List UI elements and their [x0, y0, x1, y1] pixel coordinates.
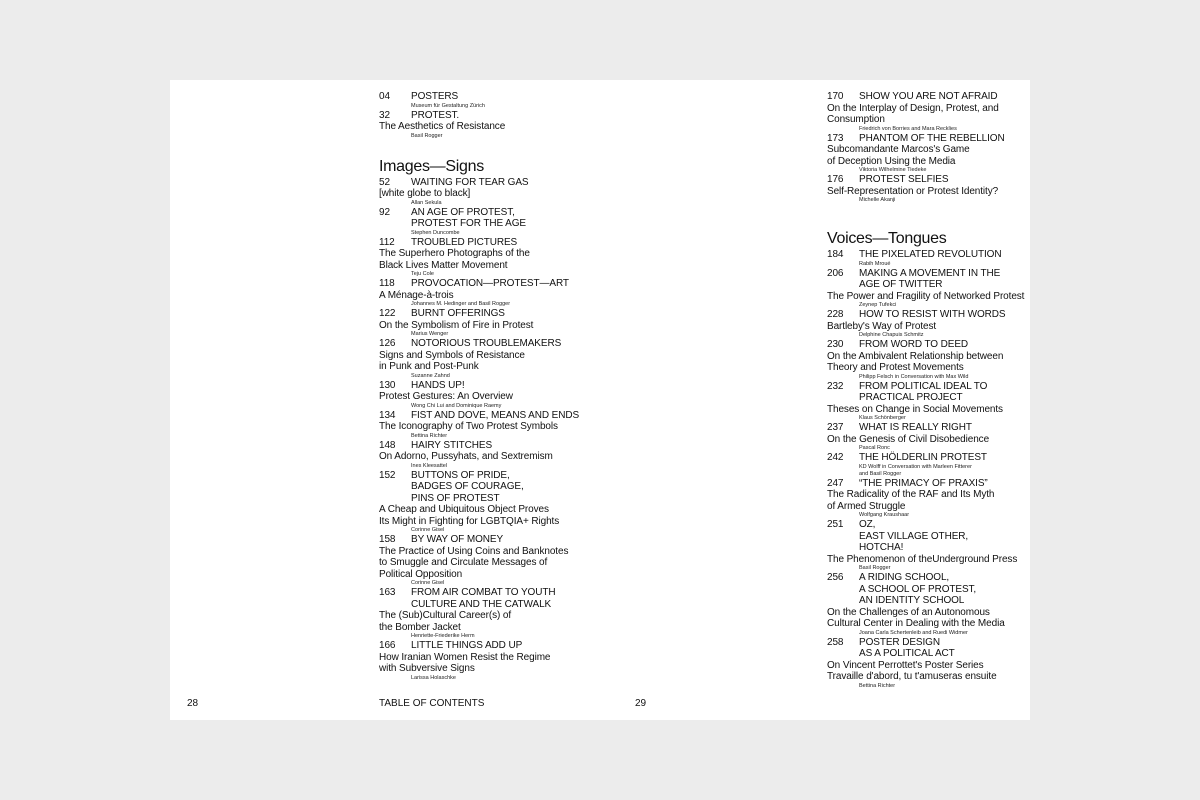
toc-entry-author: Henriette-Friederike Herm: [411, 633, 475, 639]
toc-entry-title: PROTEST SELFIES: [859, 174, 949, 185]
toc-entry-subtitle: On the Interplay of Design, Protest, and Consumption: [827, 102, 999, 125]
toc-page-number: 112: [379, 236, 395, 248]
toc-entry-heading: [827, 133, 1067, 145]
toc-entry-title: POSTER DESIGN AS A POLITICAL ACT: [859, 636, 955, 659]
toc-entry-heading: [827, 91, 1067, 103]
toc-entry-title: A RIDING SCHOOL, A SCHOOL OF PROTEST, AN IDENTITY SCHOOL: [859, 572, 977, 606]
toc-entry-title: BURNT OFFERINGS: [411, 308, 505, 319]
toc-entry-subtitle: A Ménage-à-trois: [379, 289, 454, 301]
toc-entry-heading: [827, 249, 1067, 261]
toc-page-number: 122: [379, 308, 396, 319]
section-title: Images—Signs: [379, 157, 484, 175]
toc-entry: [827, 572, 1067, 637]
toc-entry-heading: [379, 534, 619, 546]
toc-entry-heading: [379, 308, 619, 320]
toc-page-number: 126: [379, 338, 396, 349]
toc-page-number: 251: [827, 519, 844, 530]
toc-entry: [379, 110, 619, 140]
toc-entry-heading: [379, 237, 619, 249]
toc-entry: [379, 587, 619, 640]
toc-entry-title: TROUBLED PICTURES: [411, 236, 518, 248]
toc-column-left: [379, 91, 619, 682]
toc-entry: [827, 422, 1067, 452]
toc-entry: [827, 478, 1067, 520]
toc-entry-heading: [827, 478, 1067, 490]
toc-entry-title: HOW TO RESIST WITH WORDS: [859, 309, 1006, 320]
toc-entry-subtitle: The Phenomenon of theUnderground Press: [827, 553, 1018, 565]
toc-entry-subtitle: [white globe to black]: [379, 188, 471, 199]
toc-entry-title: BY WAY OF MONEY: [411, 534, 504, 545]
toc-entry-author: Marius Wenger: [411, 331, 449, 337]
toc-entry-subtitle: The (Sub)Cultural Career(s) of the Bomber Jacket: [379, 610, 512, 633]
toc-entry-author: Bettina Richter: [859, 682, 896, 689]
toc-page-number: 176: [827, 174, 844, 185]
toc-entry-heading: [379, 440, 619, 452]
toc-entry-author: Johannes M. Hedinger and Basil Rogger: [411, 301, 511, 307]
toc-entry-title: POSTERS: [411, 91, 459, 102]
toc-entry-subtitle: Protest Gestures: An Overview: [379, 391, 513, 402]
toc-entry-subtitle: The Superhero Photographs of the Black Lives Matter Movement: [379, 248, 530, 271]
toc-entry-title: PROVOCATION—PROTEST—ART: [411, 278, 569, 289]
toc-entry: [379, 380, 619, 410]
toc-entry: [379, 177, 619, 207]
toc-entry: [827, 339, 1067, 381]
toc-page-number: 134: [379, 409, 396, 421]
toc-page-number: 04: [379, 91, 390, 102]
toc-entry-subtitle: The Radicality of the RAF and Its Myth of Armed Struggle: [827, 489, 995, 512]
toc-entry: [827, 268, 1067, 310]
toc-page-number: 230: [827, 339, 844, 350]
toc-entry-heading: [827, 637, 1067, 660]
toc-entry-author: Joana Carla Schertenleib and Ruedi Widmer: [859, 629, 968, 636]
toc-entry-heading: [379, 410, 619, 422]
toc-entry-subtitle: Self-Representation or Protest Identity?: [827, 185, 999, 197]
toc-entry-heading: [827, 381, 1067, 404]
toc-entry-author: Museum für Gestaltung Zürich: [411, 102, 485, 109]
toc-entry: [379, 410, 619, 440]
toc-page-number: 247: [827, 477, 844, 489]
toc-entry-heading: [379, 110, 619, 122]
toc-entry-title: BUTTONS OF PRIDE, BADGES OF COURAGE, PINS OF PROTEST: [411, 469, 524, 504]
toc-entry-subtitle: The Aesthetics of Resistance: [379, 121, 506, 132]
toc-entry-author: Wolfgang Kraushaar: [859, 512, 910, 518]
toc-entry-author: Teju Cole: [411, 271, 434, 277]
toc-entry-heading: [379, 338, 619, 350]
toc-entry-author: Michelle Akanji: [859, 197, 896, 203]
toc-entry-heading: [827, 309, 1067, 321]
toc-entry-author: Basil Rogger: [411, 132, 443, 139]
toc-entry-title: WHAT IS REALLY RIGHT: [859, 422, 972, 433]
toc-entry-title: OZ, EAST VILLAGE OTHER, HOTCHA!: [859, 519, 969, 553]
toc-page-number: 130: [379, 379, 396, 391]
toc-entry-subtitle: On the Genesis of Civil Disobedience: [827, 433, 990, 445]
toc-page-number: 206: [827, 267, 844, 279]
toc-entry-heading: [379, 207, 619, 230]
toc-entry-title: AN AGE OF PROTEST, PROTEST FOR THE AGE: [411, 206, 526, 229]
toc-entry: [827, 133, 1067, 175]
toc-entry: [379, 91, 619, 110]
toc-entry-title: “THE PRIMACY OF PRAXIS”: [859, 477, 988, 489]
toc-entry-heading: [827, 452, 1067, 464]
toc-entry-subtitle: Signs and Symbols of Resistance in Punk and Post-Punk: [379, 349, 525, 372]
toc-column-right: [827, 91, 1067, 690]
toc-entry-subtitle: How Iranian Women Resist the Regime with Subversive Signs: [379, 651, 551, 674]
toc-entry-author: Corinne Gisel: [411, 580, 445, 586]
toc-entry-title: PROTEST.: [411, 109, 460, 121]
toc-entry: [827, 249, 1067, 268]
toc-page-number: 173: [827, 132, 844, 144]
toc-page-number: 232: [827, 380, 844, 392]
toc-entry-author: Friedrich von Borries and Mara Recklies: [859, 125, 957, 132]
toc-entry-heading: [379, 470, 619, 505]
toc-entry: [827, 174, 1067, 204]
toc-page-number: 148: [379, 439, 396, 451]
toc-page-number: 52: [379, 176, 390, 188]
toc-entry-author: Basil Rogger: [859, 565, 891, 571]
toc-entry-title: FROM AIR COMBAT TO YOUTH CULTURE AND THE CATWALK: [411, 587, 556, 610]
toc-entry: [827, 519, 1067, 572]
toc-entry: [827, 309, 1067, 339]
toc-entry-subtitle: On Vincent Perrottet's Poster Series Travaille d'abord, tu t'amuseras ensuite: [827, 659, 997, 682]
toc-entry-heading: [379, 278, 619, 290]
toc-page-number: 258: [827, 636, 844, 648]
toc-entry-author: Klaus Schönberger: [859, 415, 906, 421]
toc-entry-author: Pascal Ronc: [859, 445, 890, 451]
toc-page-number: 32: [379, 109, 390, 121]
toc-entry-author: Viktoria Wilhelmine Tiedeke: [859, 167, 927, 173]
toc-entry-author: Wong Chi Lui and Dominique Raemy: [411, 402, 502, 409]
toc-entry: [827, 381, 1067, 423]
toc-entry-subtitle: Bartleby's Way of Protest: [827, 320, 937, 332]
toc-entry-title: NOTORIOUS TROUBLEMAKERS: [411, 338, 562, 349]
toc-entry-author: Ines Kleesattel: [411, 462, 448, 469]
page-number-left: 28: [187, 698, 199, 709]
toc-entry-subtitle: Theses on Change in Social Movements: [827, 403, 1003, 415]
toc-entry-title: LITTLE THINGS ADD UP: [411, 640, 523, 651]
toc-entry-heading: [827, 519, 1067, 554]
toc-page-number: 237: [827, 422, 844, 433]
toc-entry-heading: [379, 587, 619, 610]
toc-entry-title: PHANTOM OF THE REBELLION: [859, 132, 1005, 144]
toc-page-number: 152: [379, 469, 396, 481]
toc-page-number: 184: [827, 249, 844, 260]
toc-entry: [827, 452, 1067, 478]
toc-entry-heading: [827, 174, 1067, 186]
toc-entry-author: Larissa Holaschke: [411, 674, 456, 681]
toc-page-number: 228: [827, 309, 844, 320]
toc-entry-title: FROM WORD TO DEED: [859, 339, 969, 350]
toc-entry-title: FIST AND DOVE, MEANS AND ENDS: [411, 409, 580, 421]
toc-page-number: 166: [379, 640, 396, 651]
page-number-right: 29: [635, 698, 647, 709]
toc-entry: [379, 237, 619, 279]
toc-entry-heading: [827, 422, 1067, 434]
toc-entry-author: Allan Sekula: [411, 199, 442, 206]
toc-entry-heading: [827, 339, 1067, 351]
toc-entry-author: Delphine Chapuis Schmitz: [859, 332, 924, 338]
toc-entry: [379, 440, 619, 470]
toc-entry-subtitle: A Cheap and Ubiquitous Object Proves Its Might in Fighting for LGBTQIA+ Rights: [379, 504, 560, 527]
toc-entry-heading: [379, 640, 619, 652]
toc-entry: [379, 470, 619, 535]
toc-entry-author: Corinne Gisel: [411, 527, 445, 533]
section-title: Voices—Tongues: [827, 230, 947, 247]
toc-page-number: 118: [379, 278, 395, 289]
toc-entry-title: HAIRY STITCHES: [411, 439, 493, 451]
toc-entry-subtitle: On the Challenges of an Autonomous Cultural Center in Dealing with the Media: [827, 606, 1005, 629]
toc-entry-subtitle: On the Ambivalent Relationship between Theory and Protest Movements: [827, 350, 1004, 373]
running-head: TABLE OF CONTENTS: [379, 698, 485, 709]
toc-entry-author: Suzanne Zahnd: [411, 372, 450, 379]
toc-page-number: 170: [827, 91, 844, 102]
toc-entry: [827, 637, 1067, 690]
toc-entry-heading: [379, 177, 619, 189]
toc-entry-heading: [827, 268, 1067, 291]
toc-entry-subtitle: On the Symbolism of Fire in Protest: [379, 319, 534, 331]
toc-entry: [379, 534, 619, 587]
toc-entry-subtitle: The Practice of Using Coins and Banknotes to Smuggle and Circulate Messages of Political Opposition: [379, 545, 569, 580]
toc-entry-subtitle: The Power and Fragility of Networked Protest: [827, 290, 1025, 302]
toc-entry-subtitle: On Adorno, Pussyhats, and Sextremism: [379, 451, 553, 462]
toc-entry: [379, 207, 619, 237]
toc-entry-title: HANDS UP!: [411, 379, 465, 391]
toc-entry: [379, 308, 619, 338]
toc-entry-author: Stephen Duncombe: [411, 229, 460, 236]
toc-entry-heading: [379, 380, 619, 392]
toc-entry-title: WAITING FOR TEAR GAS: [411, 176, 529, 188]
toc-page-number: 92: [379, 206, 390, 218]
toc-entry-author: KD Wolff in Conversation with Marleen Fitterer and Basil Rogger: [859, 463, 972, 477]
toc-entry-subtitle: The Iconography of Two Protest Symbols: [379, 421, 558, 432]
toc-entry-author: Rabih Mroué: [859, 260, 891, 267]
toc-entry-title: THE PIXELATED REVOLUTION: [859, 249, 1002, 260]
toc-entry: [379, 640, 619, 682]
book-spread: [170, 80, 1030, 720]
toc-page-number: 158: [379, 534, 396, 545]
toc-entry: [379, 338, 619, 380]
toc-entry-author: Philipp Felsch in Conversation with Max Wild: [859, 373, 969, 380]
toc-entry-title: THE HÖLDERLIN PROTEST: [859, 452, 987, 463]
toc-entry-subtitle: Subcomandante Marcos's Game of Deception Using the Media: [827, 144, 970, 167]
toc-entry: [379, 278, 619, 308]
toc-entry-author: Zeynep Tufekci: [859, 302, 897, 308]
toc-entry-heading: [379, 91, 619, 103]
toc-entry: [827, 91, 1067, 133]
toc-entry-author: Bettina Richter: [411, 432, 448, 439]
toc-entry-title: FROM POLITICAL IDEAL TO PRACTICAL PROJECT: [859, 380, 988, 403]
toc-entry-title: MAKING A MOVEMENT IN THE AGE OF TWITTER: [859, 267, 1001, 290]
toc-entry-heading: [827, 572, 1067, 607]
toc-page-number: 242: [827, 452, 844, 463]
toc-page-number: 163: [379, 587, 396, 598]
toc-entry-title: SHOW YOU ARE NOT AFRAID: [859, 91, 998, 102]
toc-page-number: 256: [827, 572, 844, 583]
